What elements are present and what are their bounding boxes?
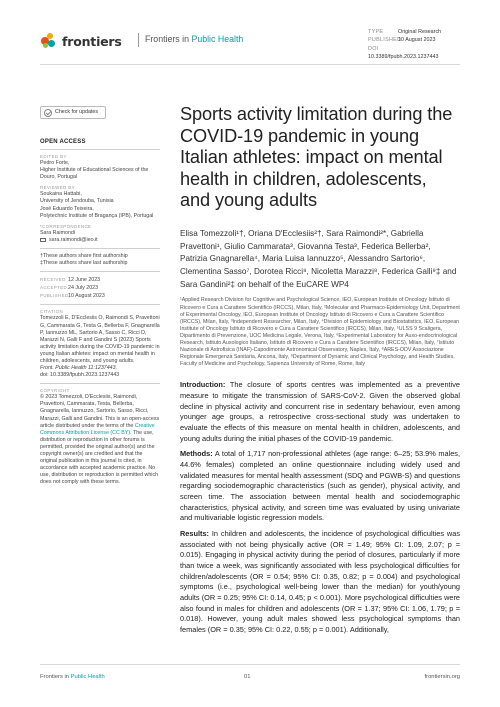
correspondence-name: Sara Raimondi bbox=[40, 229, 76, 236]
citation-label: CITATION bbox=[40, 309, 64, 315]
header-rule bbox=[40, 64, 460, 65]
footer-rule bbox=[40, 664, 460, 665]
copyright-block bbox=[40, 388, 160, 486]
copyright-label: COPYRIGHT bbox=[40, 388, 70, 394]
published-label: PUBLISHED bbox=[368, 37, 402, 44]
divider bbox=[40, 248, 160, 249]
copyright-text-2: The use, distribution or reproduction in other forums is permitted, provided the original author(s) and the copyright owner(s) are credited and that the original publication in this journal is cited, in accordance with accepted academic practice. No use, distribution or reproduction is permitted which does not comply with these terms. bbox=[40, 429, 159, 486]
article-main bbox=[180, 104, 460, 641]
sidebar bbox=[40, 106, 160, 490]
footer-journal-prefix: Frontiers in bbox=[40, 674, 69, 680]
received-label: RECEIVED bbox=[40, 277, 66, 283]
introduction-heading: Introduction: bbox=[180, 380, 226, 390]
header-divider bbox=[138, 33, 139, 47]
envelope-icon bbox=[40, 238, 46, 242]
accepted-date: 24 July 2023 bbox=[68, 285, 99, 292]
author-notes bbox=[40, 253, 160, 267]
published-value: 10 August 2023 bbox=[398, 37, 436, 44]
accepted-label: ACCEPTED bbox=[40, 285, 68, 291]
divider bbox=[40, 383, 160, 384]
received-date: 12 June 2023 bbox=[68, 277, 101, 284]
copyright-text-1: © 2023 Tomezzoli, D'Ecclesiis, Raimondi, Pravettoni, Cammarata, Testa, Bellerba, Gnagnarella, Iannuzzo, Sartorio, Sasso, Ricci, Marazzi, Galli and Gandini. This is an open-access article distributed under the terms of the bbox=[40, 394, 160, 429]
editor-affiliation: Higher Institute of Educational Sciences of the Douro, Portugal bbox=[40, 167, 149, 181]
edited-by-label: EDITED BY bbox=[40, 154, 67, 160]
correspondence-email[interactable]: sara.raimondi@ieo.it bbox=[49, 236, 98, 243]
footer-site-link[interactable]: frontiersin.org bbox=[424, 674, 460, 680]
first-authorship-note: †These authors share first authorship bbox=[40, 252, 128, 259]
journal-name[interactable] bbox=[145, 34, 243, 44]
journal-prefix: Frontiers in bbox=[145, 34, 189, 44]
correspondence-block bbox=[40, 224, 160, 244]
footer-journal-name: Public Health bbox=[70, 674, 105, 680]
correspondence-label: *CORRESPONDENCE bbox=[40, 223, 92, 229]
abstract-methods bbox=[180, 449, 460, 524]
brand-name: frontiers bbox=[62, 33, 122, 49]
frontiers-logo-icon bbox=[40, 32, 58, 50]
check-circle-icon bbox=[44, 109, 52, 117]
author-list: Elisa Tomezzoli¹†, Oriana D'Ecclesiis²†, Sara Raimondi²*, Gabriella Pravettoni¹, Giulio Cammarata³, Giovanna Testa³, Federica Bellerba², Patrizia Gnagnarella⁴, Maria Luisa Iannuzzo⁵, Alessandro Sartorio⁶, Clementina Sasso⁷, Dorotea Ricci⁸, Nicoletta Marazzi⁸, Federica Galli⁹‡ and Sara Gandini²‡ on behalf of the EuCARE WP4 bbox=[180, 228, 457, 289]
abstract-results bbox=[180, 529, 460, 636]
reviewed-by-label: REVIEWED BY bbox=[40, 185, 75, 191]
reviewer-name: Soukaina Hattabi, bbox=[40, 191, 82, 198]
page-header bbox=[40, 28, 460, 58]
methods-text: A total of 1,717 non-professional athletes (age range: 6–25; 53.9% males, 44.6% females) completed an online questionnaire including widely used and validated measures for mental health assessment (SDQ and PGWB-S) and questions regarding sociodemographic characteristics (such as gender), physical activity, and screen time. The association between mental health and sociodemographic characteristics, physical activity, and screen time was evaluated by using univariate and multivariable logistic regression models. bbox=[180, 449, 460, 523]
last-authorship-note: ‡These authors share last authorship bbox=[40, 260, 128, 267]
correspondence-email-row[interactable] bbox=[40, 237, 160, 244]
affiliations: ¹Applied Research Division for Cognitive and Psychological Science, IEO, European Institute of Oncology Istituto di Ricovero e Cura a Carattere Scientifico (IRCCS), Milan, Italy, ²Molecular and Pharmaco-Epidemiology Unit, Department of Experimental Oncology, IEO, European Institute of Oncology Istituto di Ricovero e Cura a Carattere Scientifico (IRCCS), Milan, Italy, ³Independent Researcher, Milan, Italy, ⁴Division of Epidemiology and Biostatistics, IEO, European Institute of Oncology Istituto di Ricovero e Cura a Carattere Scientifico (IRCCS), Milan, Italy, ⁵ULSS 9 Scaligera, Dipartimento di Prevenzione, UOC Medicina Legale, Verona, Italy, ⁶Experimental Laboratory for Auxo-endocrinological Research, Istituto Auxologico Italiano, Istituto di Ricovero e Cura a Carattere Scientifico (IRCCS), Milan, Italy, ⁷Istituto Nazionale di Astrofisica (INAF)-Capodimonte Astronomical Observatory, Naples, Italy, ⁸ARES-ODV Associazione Regionale Emergenza Sanitaria, Ancona, Italy, ⁹Department of Dynamic and Clinical Psychology, and Health Studies, Faculty of Medicine and Psychology, Sapienza University of Rome, Rome, Italy bbox=[180, 297, 460, 368]
results-text: In children and adolescents, the incidence of psychological difficulties was associated with not being physically active (OR = 1.49; 95% CI: 1.09, 2.07; p = 0.015). Engaging in physical activity during the period of closures, particularly if more than twice a week, was significantly associated with less psychological difficulties for children/adolescents (OR = 0.54; 95% CI: 0.35, 0.82; p = 0.004) and psychological symptoms (i.e., psychological well-being lower than the median) for youth/young adults (OR = 0.25; 95% CI: 0.14, 0.45; p < 0.001). More psychological difficulties were also found in males for children and adolescents (OR = 1.37; 95% CI: 1.06, 1.79; p = 0.018). However, young adult males showed less psychological symptoms than females (OR = 0.35; 95% CI: 0.22, 0.55; p = 0.001). Additionally, bbox=[180, 528, 460, 634]
page-number: 01 bbox=[244, 674, 251, 680]
footer-journal[interactable] bbox=[40, 674, 105, 680]
abstract bbox=[180, 380, 460, 635]
license-link[interactable]: Creative Commons Attribution License (CC BY). bbox=[40, 422, 155, 436]
methods-heading: Methods: bbox=[180, 449, 213, 459]
results-heading: Results: bbox=[180, 528, 209, 538]
check-updates-button[interactable] bbox=[40, 106, 106, 119]
citation-text: Tomezzoli E, D'Ecclesiis O, Raimondi S, Pravettoni G, Cammarata G, Testa G, Bellerba F, Gnagnarella P, Iannuzzo ML, Sartorio A, Sasso C, Ricci D, Marazzi N, Galli F and Gandini S (2023) Sports activity limitation during the COVID-19 pandemic in young Italian athletes: impact on mental health in children, adolescents, and young adults. bbox=[40, 315, 160, 364]
dates-block bbox=[40, 276, 160, 300]
journal-title: Public Health bbox=[191, 34, 244, 44]
editor-name: Pedro Forte, bbox=[40, 160, 70, 167]
article-meta bbox=[368, 28, 460, 61]
type-label: TYPE bbox=[368, 29, 384, 35]
reviewer-affiliation: Polytechnic Institute of Bragança (IPB), Portugal bbox=[40, 212, 154, 219]
introduction-text: The closure of sports centres was implemented as a preventive measure to mitigate the transmission of SARS-CoV-2. Given the observed global decline in physical activity and concurrent rise in sedentary behaviour, even among younger age groups, a retrospective cross-sectional study was undertaken to evaluate the effects of this measure on mental health in children, adolescents, and young adults during the initial phases of the COVID-19 pandemic. bbox=[180, 380, 460, 443]
check-updates-label: Check for updates bbox=[55, 108, 98, 115]
copyright-text bbox=[40, 394, 160, 486]
citation-journal: Front. Public Health 11:1237443. bbox=[40, 365, 118, 372]
reviewer-name: José Eduardo Teixeira, bbox=[40, 205, 94, 212]
reviewed-by-block bbox=[40, 185, 160, 219]
abstract-introduction bbox=[180, 380, 460, 444]
doi-value[interactable]: 10.3389/fpubh.2023.1237443 bbox=[368, 53, 439, 60]
divider bbox=[40, 271, 160, 272]
divider bbox=[40, 149, 160, 150]
doi-label: DOI bbox=[368, 45, 379, 52]
type-value: Original Research bbox=[398, 29, 442, 35]
frontiers-logo[interactable] bbox=[40, 32, 122, 50]
reviewer-affiliation: University of Jendouba, Tunisia bbox=[40, 198, 114, 205]
published-date: 10 August 2023 bbox=[68, 293, 105, 300]
open-access-heading: OPEN ACCESS bbox=[40, 139, 86, 145]
published-label: PUBLISHED bbox=[40, 293, 69, 299]
citation-doi[interactable]: doi: 10.3389/fpubh.2023.1237443 bbox=[40, 372, 120, 379]
edited-by-block bbox=[40, 154, 160, 181]
divider bbox=[40, 304, 160, 305]
article-title: Sports activity limitation during the COVID-19 pandemic in young Italian athletes: impact on mental health in children, adolescents, and young adults bbox=[180, 104, 453, 211]
citation-block bbox=[40, 309, 160, 379]
